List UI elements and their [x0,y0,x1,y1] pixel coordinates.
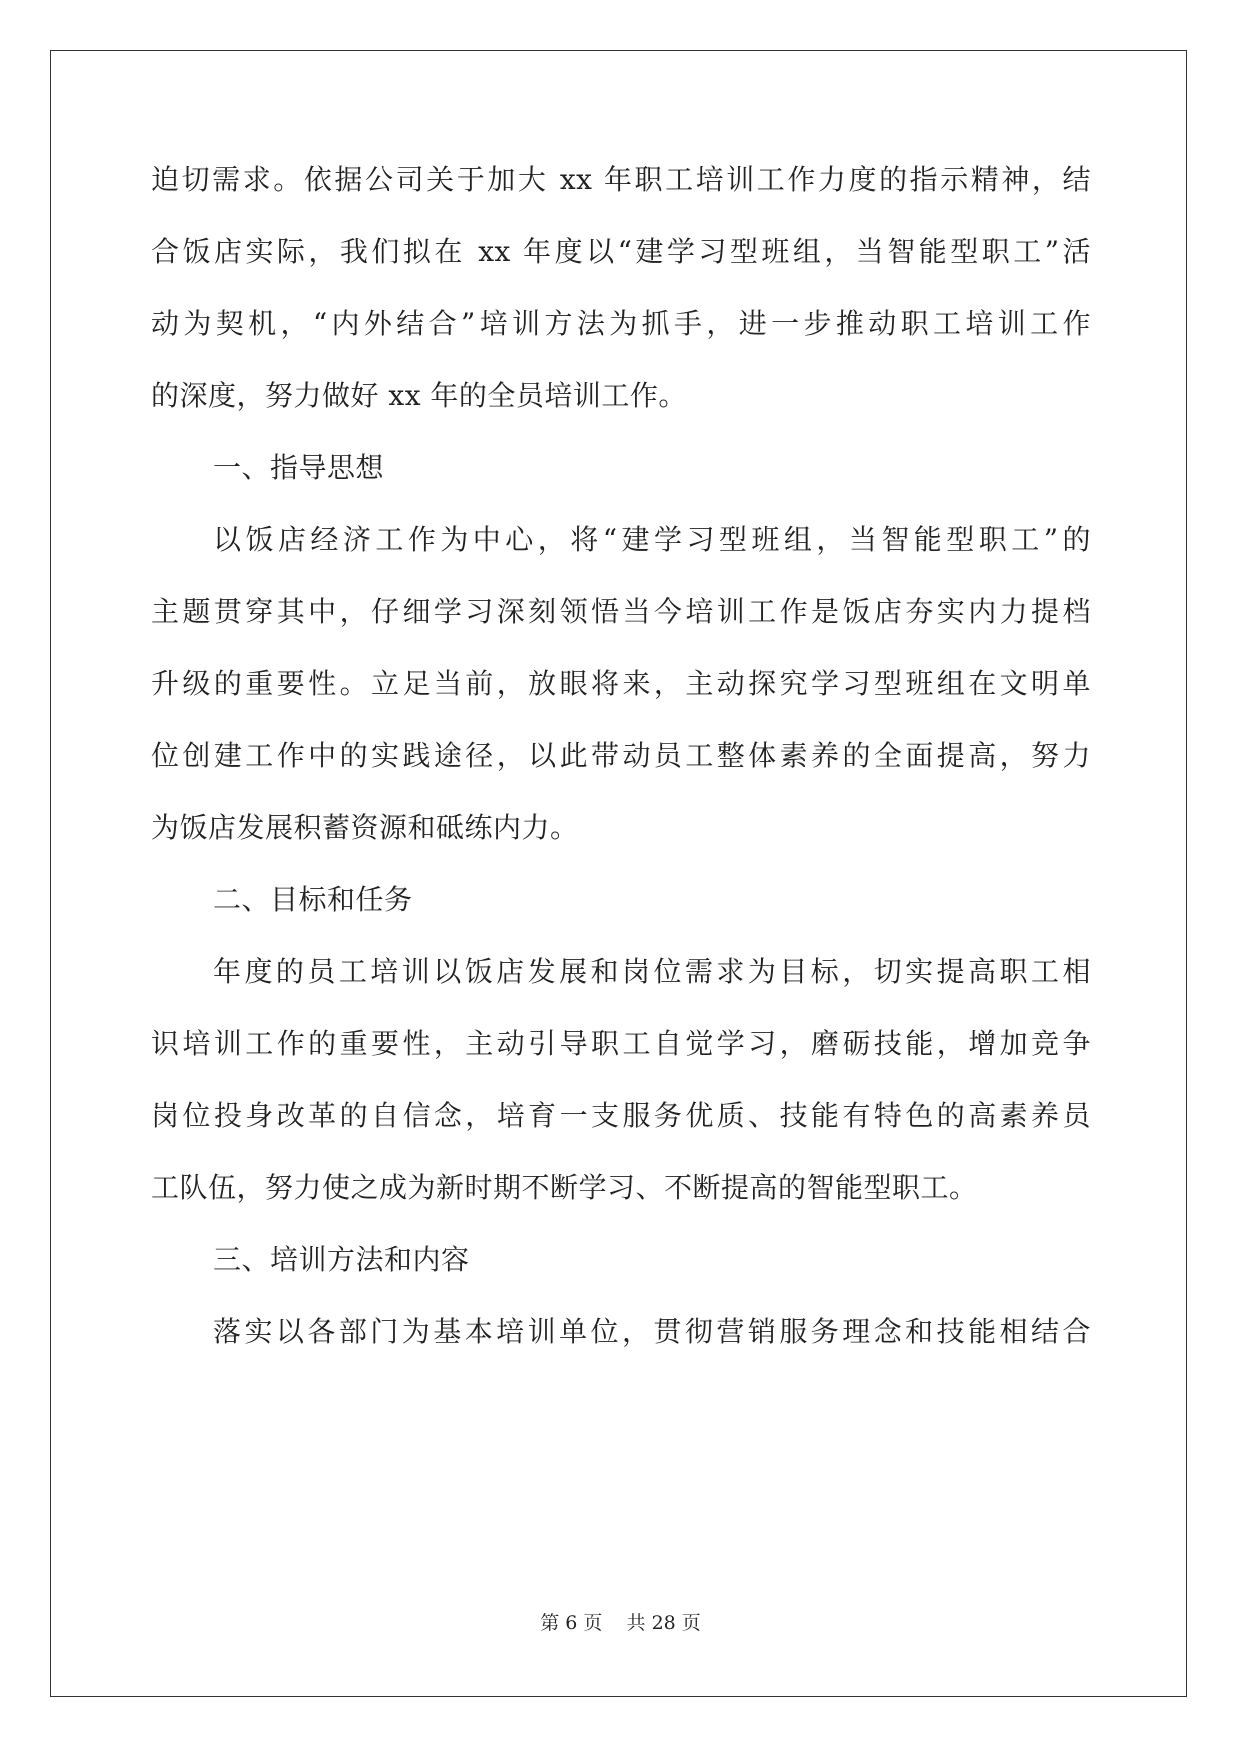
paragraph-line: 岗位投身改革的自信念，培育一支服务优质、技能有特色的高素养员 [151,1099,1091,1132]
total-pages: 共 28 页 [626,1612,701,1634]
paragraph-line: 主题贯穿其中，仔细学习深刻领悟当今培训工作是饭店夯实内力提档 [151,595,1091,628]
paragraph-line: 落实以各部门为基本培训单位，贯彻营销服务理念和技能相结合 [213,1315,1091,1348]
paragraph-line: 位创建工作中的实践途径，以此带动员工整体素养的全面提高，努力 [151,739,1091,772]
paragraph-line: 升级的重要性。立足当前，放眼将来，主动探究学习型班组在文明单 [151,667,1091,700]
paragraph-line: 动为契机，“内外结合”培训方法为抓手，进一步推动职工培训工作 [151,307,1091,340]
paragraph-line: 的深度，努力做好 xx 年的全员培训工作。 [151,379,687,412]
paragraph-line: 工队伍，努力使之成为新时期不断学习、不断提高的智能型职工。 [151,1171,978,1204]
section-heading-guiding-thought: 一、指导思想 [213,451,385,484]
section-heading-goals-tasks: 二、目标和任务 [213,883,413,916]
page-footer [0,1608,1241,1635]
paragraph-line: 为饭店发展积蓄资源和砥练内力。 [151,811,579,844]
page-border [50,50,1187,1697]
paragraph-line: 迫切需求。依据公司关于加大 xx 年职工培训工作力度的指示精神，结 [151,163,1091,196]
paragraph-line: 年度的员工培训以饭店发展和岗位需求为目标，切实提高职工相 [213,955,1091,988]
paragraph-line: 以饭店经济工作为中心，将“建学习型班组，当智能型职工”的 [213,523,1091,556]
section-heading-methods-content: 三、培训方法和内容 [213,1243,470,1276]
page-number: 第 6 页 [540,1612,603,1634]
paragraph-line: 合饭店实际，我们拟在 xx 年度以“建学习型班组，当智能型职工”活 [151,235,1091,268]
paragraph-line: 识培训工作的重要性，主动引导职工自觉学习，磨砺技能，增加竞争 [151,1027,1091,1060]
